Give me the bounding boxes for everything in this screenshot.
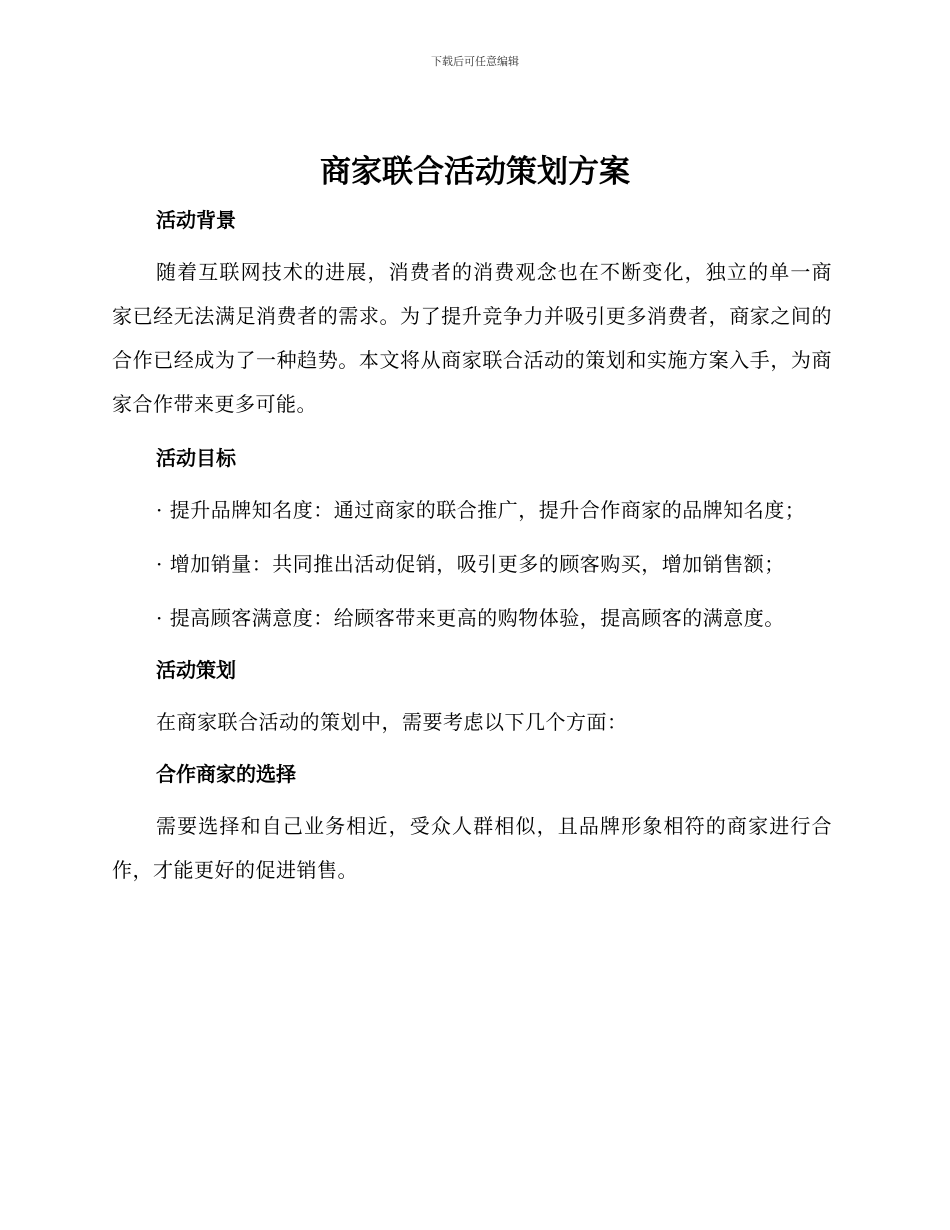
document-body (112, 200, 832, 892)
section-heading-partner-selection: 合作商家的选择 (156, 762, 296, 786)
section-heading-background: 活动背景 (156, 208, 236, 232)
paragraph-background: 随着互联网技术的进展，消费者的消费观念也在不断变化，独立的单一商家已经无法满足消费者的需求。为了提升竞争力并吸引更多消费者，商家之间的合作已经成为了一种趋势。本文将从商家联合活动的策划和实施方案入手，为商家合作带来更多可能。 (112, 260, 832, 416)
section-heading-planning: 活动策划 (156, 658, 236, 682)
goal-item-sales: · 增加销量：共同推出活动促销，吸引更多的顾客购买，增加销售额； (156, 552, 785, 576)
goal-item-satisfaction: · 提高顾客满意度：给顾客带来更高的购物体验，提高顾客的满意度。 (156, 606, 785, 630)
header-note: 下载后可任意编辑 (431, 55, 519, 68)
goal-item-brand: · 提升品牌知名度：通过商家的联合推广，提升合作商家的品牌知名度； (156, 498, 806, 522)
document-title: 商家联合活动策划方案 (320, 154, 630, 190)
paragraph-partner-selection: 需要选择和自己业务相近，受众人群相似，且品牌形象相符的商家进行合作，才能更好的促进销售。 (112, 814, 832, 882)
paragraph-planning: 在商家联合活动的策划中，需要考虑以下几个方面： (156, 710, 628, 734)
section-heading-goals: 活动目标 (156, 446, 236, 470)
